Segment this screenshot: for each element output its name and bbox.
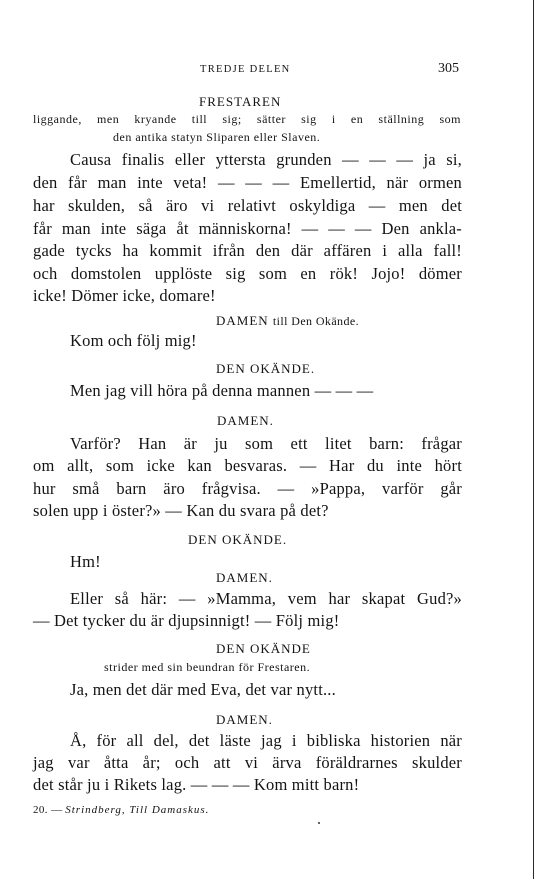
signature-title: Strindberg, Till Damaskus.: [65, 804, 210, 816]
paper-speck: [318, 822, 320, 824]
speaker-name: FRESTAREN: [199, 94, 282, 109]
speech-line: Ja, men det där med Eva, det var nytt...: [70, 680, 336, 699]
speaker-name: DEN OKÄNDE.: [216, 361, 316, 376]
speech-line: jag var åtta år; och att vi ärva föräldrarnes skulder: [33, 753, 462, 772]
speech-line: om allt, som icke kan besvaras. — Har du inte hört: [33, 456, 462, 475]
speech-line: gade tycks ha kommit ifrån den där affären i alla fall!: [33, 241, 462, 260]
stage-direction-line: liggande, men kryande till sig; sätter sig i en ställning som: [33, 112, 461, 126]
speaker-name: DEN OKÄNDE.: [188, 532, 288, 547]
speech-line: Å, för all del, det läste jag i bibliska historien när: [70, 731, 462, 750]
running-title: TREDJE DELEN: [200, 64, 291, 75]
speech-line: icke! Dömer icke, domare!: [33, 286, 216, 305]
speaker-name: DAMEN.: [216, 570, 273, 585]
signature-number: 20. —: [33, 804, 63, 816]
speech-line: det står ju i Rikets lag. — — — Kom mitt barn!: [33, 775, 360, 794]
stage-direction-line: den antika statyn Sliparen eller Slaven.: [113, 130, 321, 144]
speech-line: Causa finalis eller yttersta grunden — — — ja si,: [70, 150, 462, 169]
speech-line: får man inte säga åt människorna! — — — Den ankla-: [33, 219, 462, 238]
speech-line: — Det tycker du är djupsinnigt! — Följ mig!: [33, 611, 340, 630]
printer-signature: [33, 804, 209, 816]
speech-line: den får man inte veta! — — — Emellertid, när ormen: [33, 173, 462, 192]
page-header: [0, 61, 544, 80]
speaker-name: DAMEN.: [217, 413, 274, 428]
speaker-name: DEN OKÄNDE: [216, 641, 311, 656]
stage-direction-line: strider med sin beundran för Frestaren.: [104, 660, 311, 674]
speaker-name: DAMEN.: [216, 712, 273, 727]
page-number: 305: [438, 61, 459, 76]
speech-line: Kom och följ mig!: [70, 331, 197, 350]
speech-line: Varför? Han är ju som ett litet barn: frågar: [70, 434, 462, 453]
speaker-direction: till Den Okände.: [272, 314, 359, 328]
speaker-name: DAMEN: [216, 313, 269, 328]
speech-line: solen upp i öster?» — Kan du svara på det?: [33, 501, 329, 520]
speech-line: hur små barn äro frågvisa. — »Pappa, varför går: [33, 479, 462, 498]
speaker-heading: [216, 313, 359, 329]
page-edge-rule: [533, 0, 534, 879]
speech-line: Eller så här: — »Mamma, vem har skapat Gud?»: [70, 589, 462, 608]
speech-line: har skulden, så äro vi relativt oskyldiga — men det: [33, 196, 462, 215]
speech-line: och domstolen upplöste sig som en rök! Jojo! dömer: [33, 264, 462, 283]
speech-line: Men jag vill höra på denna mannen — — —: [70, 381, 374, 400]
speech-line: Hm!: [70, 552, 101, 571]
